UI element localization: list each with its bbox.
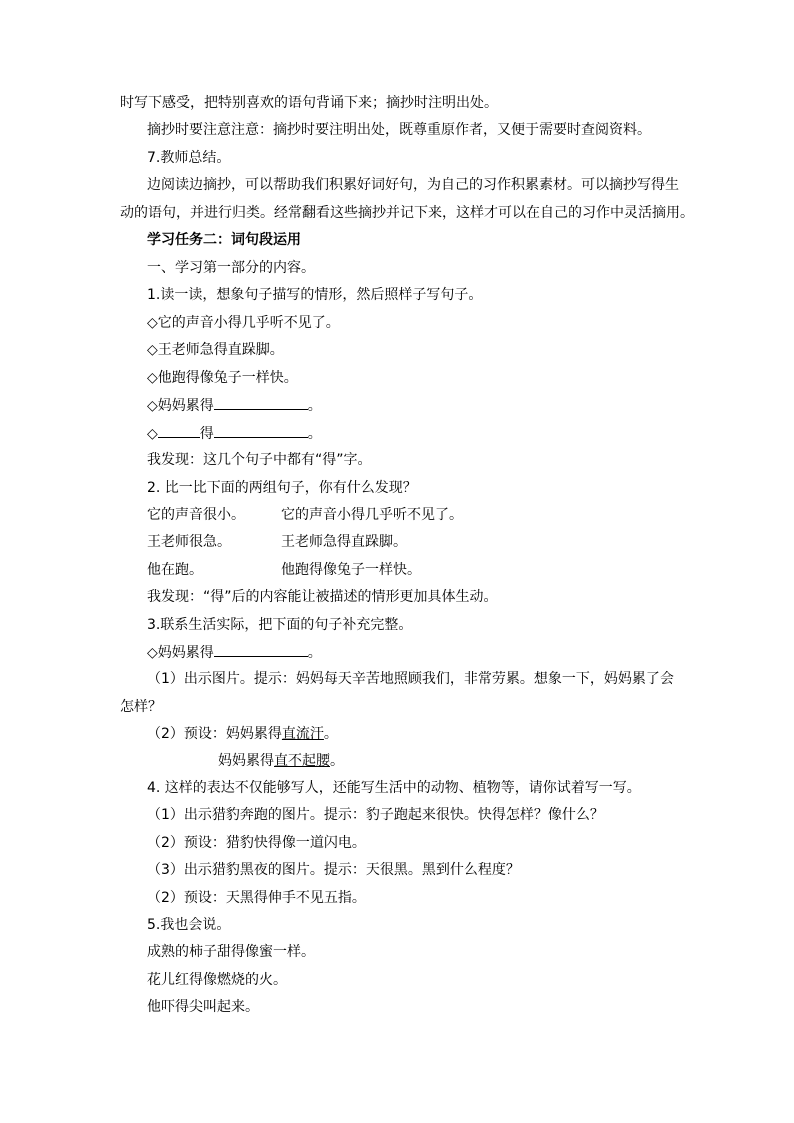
comparison-row <box>147 560 627 580</box>
example-sentence: ◇王老师急得直跺脚。 <box>147 342 284 358</box>
comparison-left: 它的声音很小。 <box>147 507 245 523</box>
preset-text: （2）预设：妈妈累得 <box>147 726 282 742</box>
comparison-row <box>147 505 627 525</box>
example-sentence: 他吓得尖叫起来。 <box>147 999 259 1015</box>
paragraph-line: 动的语句，并进行归类。经常翻看这些摘抄并记下来，这样才可以在自己的习作中灵活摘用。 <box>120 205 694 221</box>
task-heading: 学习任务二：词句段运用 <box>147 232 301 248</box>
example-sentence: ◇它的声音小得几乎听不见了。 <box>147 315 340 331</box>
fill-in-sentence <box>147 423 322 444</box>
comparison-left: 他在跑。 <box>147 562 203 578</box>
comparison-right: 他跑得像兔子一样快。 <box>281 562 421 578</box>
preset-answer <box>147 724 338 744</box>
blank-line <box>158 423 200 438</box>
underlined-answer: 直不起腰 <box>274 753 330 769</box>
preset-answer <box>218 751 344 771</box>
paragraph-line: （1）出示猎豹奔跑的图片。提示：豹子跑起来很快。快得怎样？像什么？ <box>147 807 604 823</box>
fill-in-sentence <box>147 395 322 416</box>
exercise-heading: 3.联系生活实际，把下面的句子补充完整。 <box>147 617 413 633</box>
sentence-end: 。 <box>330 753 344 769</box>
example-sentence: 成熟的柿子甜得像蜜一样。 <box>147 944 315 960</box>
sentence-end: 。 <box>307 426 322 442</box>
example-sentence: ◇他跑得像兔子一样快。 <box>147 370 298 386</box>
paragraph-line: 怎样？ <box>120 699 162 715</box>
comparison-right: 它的声音小得几乎听不见了。 <box>281 507 463 523</box>
preset-text: 妈妈累得 <box>218 753 274 769</box>
sentence-end: 。 <box>307 645 322 661</box>
paragraph-line: （2）预设：猎豹快得像一道闪电。 <box>147 835 366 851</box>
comparison-left: 王老师很急。 <box>147 534 231 550</box>
example-sentence: 花儿红得像燃烧的火。 <box>147 972 287 988</box>
sentence-end: 。 <box>307 398 322 414</box>
blank-line <box>214 395 308 410</box>
section-heading: 一、学习第一部分的内容。 <box>147 260 315 276</box>
blank-line <box>214 423 308 438</box>
finding-line: 我发现：“得”后的内容能让被描述的情形更加具体生动。 <box>147 589 498 605</box>
paragraph-line: （1）出示图片。提示：妈妈每天辛苦地照顾我们，非常劳累。想象一下，妈妈累了会 <box>147 671 674 687</box>
finding-line: 我发现：这几个句子中都有“得”字。 <box>147 452 372 468</box>
comparison-right: 王老师急得直跺脚。 <box>281 534 407 550</box>
section-heading: 7.教师总结。 <box>147 150 231 166</box>
sentence-text: 得 <box>199 426 214 442</box>
sentence-end: 。 <box>323 726 338 742</box>
paragraph-line: （3）出示猎豹黑夜的图片。提示：天很黑。黑到什么程度？ <box>147 862 520 878</box>
sentence-text: ◇ <box>147 426 158 442</box>
exercise-heading: 5.我也会说。 <box>147 917 231 933</box>
exercise-heading: 1.读一读，想象句子描写的情形，然后照样子写句子。 <box>147 287 483 303</box>
comparison-row <box>147 532 627 552</box>
underlined-answer: 直流汗 <box>281 726 324 742</box>
sentence-text: ◇妈妈累得 <box>147 398 214 414</box>
fill-in-sentence <box>147 642 322 663</box>
paragraph-line: （2）预设：天黑得伸手不见五指。 <box>147 890 366 906</box>
paragraph-line: 时写下感受，把特别喜欢的语句背诵下来；摘抄时注明出处。 <box>120 95 498 111</box>
sentence-text: ◇妈妈累得 <box>147 645 214 661</box>
paragraph-line: 边阅读边摘抄，可以帮助我们积累好词好句，为自己的习作积累素材。可以摘抄写得生 <box>147 177 679 193</box>
exercise-heading: 2. 比一比下面的两组句子，你有什么发现？ <box>147 480 417 496</box>
paragraph-line: 摘抄时要注意注意：摘抄时要注明出处，既尊重原作者，又便于需要时查阅资料。 <box>147 122 651 138</box>
exercise-heading: 4. 这样的表达不仅能够写人，还能写生活中的动物、植物等，请你试着写一写。 <box>147 780 641 796</box>
blank-line <box>214 642 308 657</box>
